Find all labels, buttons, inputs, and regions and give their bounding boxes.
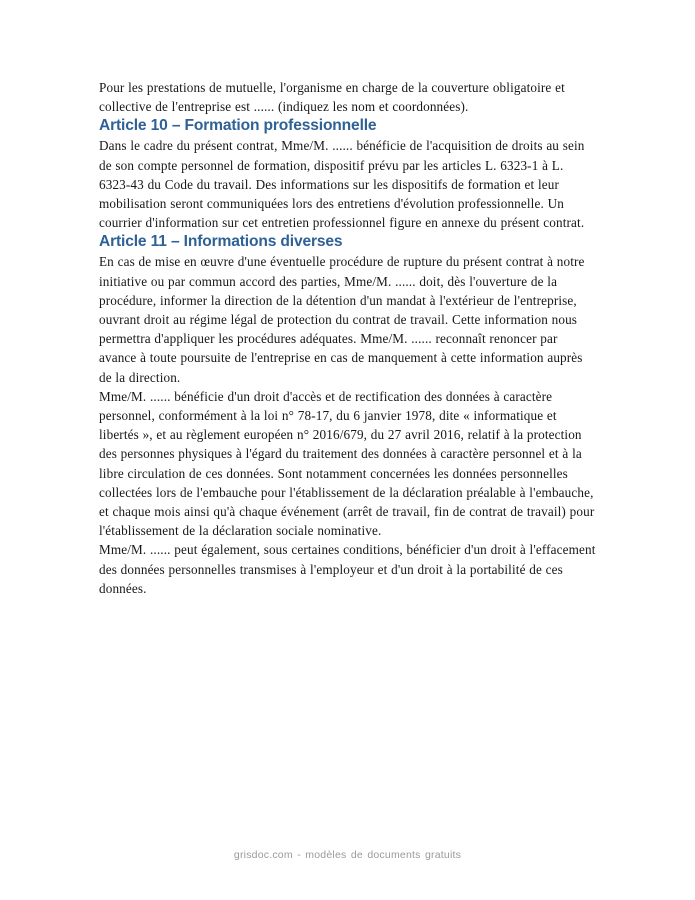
paragraph-article-11-effacement: Mme/M. ...... peut également, sous certaines conditions, bénéficier d'un droit à l'effacement des données personnelles transmises à l'employeur et d'un droit à la portabilité de ces données. [99,542,596,596]
document-content [99,78,597,598]
footer-attribution: grisdoc.com - modèles de documents gratuits [233,849,462,861]
paragraph-article-10-body: Dans le cadre du présent contrat, Mme/M. ...... bénéficie de l'acquisition de droits au sein de son compte personnel de formation, dispositif prévu par les articles L. 6323-1 à L. 6323-43 du Code du travail. Des informations sur les dispositifs de formation et leur mobilisation seront communiquées lors des entretiens d'évolution professionnelle. Un courrier d'information sur cet entretien professionnel figure en annexe du présent contrat. [99,138,585,231]
heading-article-11: Article 11 – Informations diverses [99,233,343,251]
paragraph-article-11-donnees: Mme/M. ...... bénéficie d'un droit d'accès et de rectification des données à caractère personnel, conformément à la loi n° 78-17, du 6 janvier 1978, dite « informatique et libertés », et au règlement européen n° 2016/679, du 27 avril 2016, relatif à la protection des personnes physiques à l'égard du traitement des données à caractère personnel et à la libre circulation de ces données. Sont notamment concernées les données personnelles collectées lors de l'embauche pour l'établissement de la déclaration préalable à l'embauche, et chaque mois ainsi qu'à chaque événement (arrêt de travail, fin de contrat de travail) pour l'établissement de la déclaration sociale nominative. [99,388,595,539]
page-footer [0,845,695,863]
paragraph-mutuelle: Pour les prestations de mutuelle, l'organisme en charge de la couverture obligatoire et collective de l'entreprise est ...... (indiquez les nom et coordonnées). [99,80,565,115]
paragraph-article-11-rupture: En cas de mise en œuvre d'une éventuelle procédure de rupture du présent contrat à notre initiative ou par commun accord des parties, Mme/M. ...... doit, dès l'ouverture de la procédure, informer la direction de la détention d'un mandat à l'extérieur de l'entreprise, ouvrant droit au régime légal de protection du contrat de travail. Cette information nous permettra d'appliquer les procédures adéquates. Mme/M. ...... reconnaît renoncer par avance à toute poursuite de l'entreprise en cas de manquement à cette information auprès de la direction. [99,254,585,385]
heading-article-10: Article 10 – Formation professionnelle [99,117,377,135]
